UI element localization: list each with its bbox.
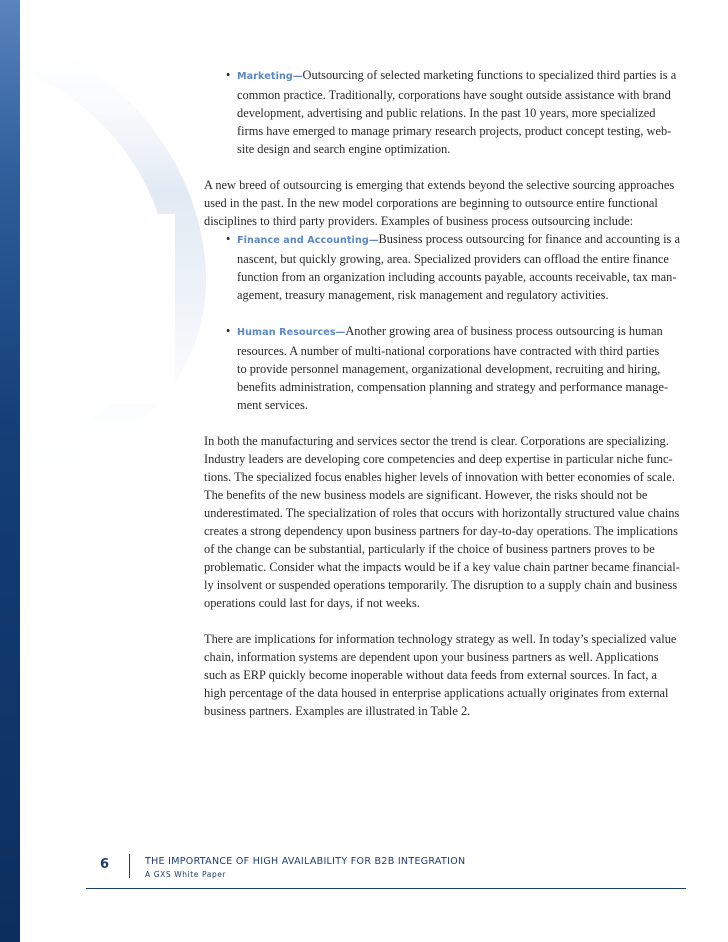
- paragraph-line: chain, information systems are dependent upon your business partners as well. Applications: [204, 650, 659, 664]
- bullet-text: Outsourcing of selected marketing functions to specialized third parties is a: [302, 68, 677, 82]
- bullet-line: to provide personnel management, organizational development, recruiting and hiring,: [237, 362, 661, 376]
- page-number: 6: [100, 857, 110, 872]
- paragraph-line: disciplines to third party providers. Examples of business process outsourcing include:: [204, 214, 634, 228]
- footer-subtitle: A GXS White Paper: [145, 870, 227, 879]
- bullet-dot: •: [226, 232, 231, 246]
- paragraph-trend: [204, 432, 680, 612]
- pull-quote-line: popular.: [40, 358, 81, 369]
- paragraph-line: such as ERP quickly become inoperable without data feeds from external sources. In fact, a: [204, 668, 658, 682]
- paragraph-line: operations could last for days, if not weeks.: [204, 596, 420, 610]
- pull-quote-line: entire organizational func-: [40, 286, 171, 297]
- pull-quote-line: The business process out-: [40, 232, 169, 243]
- bullet-finance: [204, 230, 680, 304]
- paragraph-line: tions. The specialized focus enables higher levels of innovation with better economies of scale.: [204, 470, 675, 484]
- bullet-line: ment services.: [237, 398, 308, 412]
- bullet-first-line: [237, 66, 677, 86]
- bullet-line: nascent, but quickly growing, area. Specialized providers can offload the entire finance: [237, 252, 669, 266]
- paragraph-line: In both the manufacturing and services sector the trend is clear. Corporations are specializing.: [204, 434, 669, 448]
- pull-quote-line: resources or finance is: [40, 322, 152, 333]
- paragraph-line: A new breed of outsourcing is emerging that extends beyond the selective sourcing approaches: [204, 178, 675, 192]
- paragraph-line: problematic. Consider what the impacts would be if a key value chain partner became financial-: [204, 560, 680, 574]
- paragraph-line: creates a strong dependency upon business partners for day-to-day operations. The implications: [204, 524, 678, 538]
- bullet-line: agement, treasury management, risk management and regulatory activities.: [237, 288, 609, 302]
- paragraph-line: Industry leaders are developing core competencies and deep expertise in particular niche func-: [204, 452, 673, 466]
- pull-quote-line: companies outsource: [40, 268, 146, 279]
- body-text: [204, 66, 680, 720]
- paragraph-line: used in the past. In the new model corporations are beginning to outsource entire functional: [204, 196, 658, 210]
- paragraph-line: high percentage of the data housed in enterprise applications actually originates from external: [204, 686, 669, 700]
- bullet-line: firms have emerged to manage primary research projects, product concept testing, web-: [237, 124, 672, 138]
- bullet-line: site design and search engine optimization.: [237, 142, 451, 156]
- bullet-line: common practice. Traditionally, corporations have sought outside assistance with brand: [237, 88, 671, 102]
- pull-quote-line: tions such as human: [40, 304, 143, 315]
- paragraph-line: The benefits of the new business models are significant. However, the risks should not be: [204, 488, 648, 502]
- paragraph-line: business partners. Examples are illustrated in Table 2.: [204, 704, 471, 718]
- bullet-line: development, advertising and public relations. In the past 10 years, more specialized: [237, 106, 656, 120]
- bullet-line: resources. A number of multi-national corporations have contracted with third parties: [237, 344, 660, 358]
- bullet-term: Human Resources—: [237, 327, 346, 338]
- footer-divider: [129, 854, 130, 878]
- paragraph-line: There are implications for information technology strategy as well. In today’s specialized value: [204, 632, 677, 646]
- paragraph-new-breed: [204, 176, 674, 230]
- pull-quote-line: becoming increasingly: [40, 340, 152, 351]
- bullet-line: benefits administration, compensation planning and strategy and performance manage-: [237, 380, 669, 394]
- bullet-human-resources: [204, 322, 674, 414]
- bullet-dot: •: [226, 68, 231, 82]
- paragraph-line: of the change can be substantial, particularly if the choice of business partners proves to be: [204, 542, 655, 556]
- pull-quote: [40, 229, 175, 373]
- bullet-first-line: [237, 322, 674, 342]
- bullet-marketing: [204, 66, 677, 158]
- bullet-term: Marketing—: [237, 71, 303, 82]
- footer-rule: [86, 888, 686, 889]
- footer-title: THE IMPORTANCE OF HIGH AVAILABILITY FOR B2B INTEGRATION: [145, 856, 466, 867]
- bullet-line: function from an organization including accounts payable, accounts receivable, tax man-: [237, 270, 677, 284]
- paragraph-it-strategy: [204, 630, 677, 720]
- pull-quote-line: sourcing model in which: [40, 250, 160, 261]
- bullet-term: Finance and Accounting—: [237, 235, 379, 246]
- paragraph-line: ly insolvent or suspended operations temporarily. The disruption to a supply chain and business: [204, 578, 678, 592]
- paragraph-line: underestimated. The specialization of roles that occurs with horizontally structured value chains: [204, 506, 680, 520]
- bullet-dot: •: [226, 324, 231, 338]
- bullet-text: Business process outsourcing for finance and accounting is a: [378, 232, 680, 246]
- bullet-text: Another growing area of business process outsourcing is human: [345, 324, 663, 338]
- bullet-first-line: [237, 230, 680, 250]
